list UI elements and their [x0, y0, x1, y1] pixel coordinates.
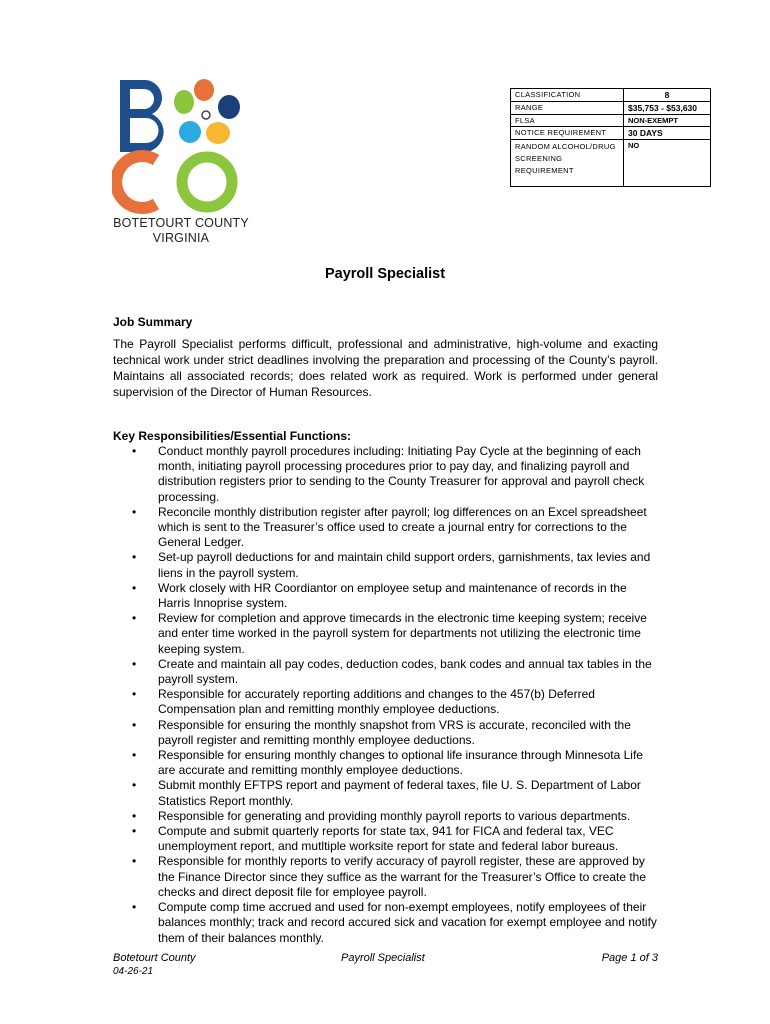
- footer-date: 04-26-21: [113, 966, 154, 977]
- logo-caption-line1: BOTETOURT COUNTY: [113, 216, 249, 230]
- list-item: • Responsible for monthly reports to verify accuracy of payroll register, these are approved by the Finance Director since they suffice as the warrant for the Treasurer’s Office to create the checks and direct deposit file for employee payroll.: [113, 854, 658, 900]
- logo-letter-o: [182, 157, 232, 207]
- list-item: • Compute comp time accrued and used for non-exempt employees, notify employees of their balances monthly; track and record accured sick and vacation for exempt employee and notify them of their balances monthly.: [113, 900, 658, 946]
- classification-value: 8: [624, 89, 711, 102]
- table-row: [511, 115, 711, 127]
- classification-label: CLASSIFICATION: [511, 89, 624, 102]
- job-summary-text: The Payroll Specialist performs difficult, professional and administrative, high-volume and exacting technical work under strict deadlines involving the preparation and processing of the County’s payroll. Maintains all associated records; does related work as required. Work is performed under general supervision of the Director of Human Resources.: [113, 337, 658, 399]
- footer-organization: Botetourt County: [113, 952, 196, 964]
- notice-value: 30 DAYS: [624, 127, 711, 140]
- logo-letter-c: [116, 156, 156, 208]
- logo-petal-green: [174, 90, 194, 114]
- flsa-value: NON-EXEMPT: [624, 115, 711, 127]
- list-item: • Reconcile monthly distribution register after payroll; log differences on an Excel spreadsheet which is sent to the Treasurer’s office used to create a journal entry for corrections to the General Ledger.: [113, 505, 658, 551]
- list-item: • Work closely with HR Coordiantor on employee setup and maintenance of records in the Harris Innoprise system.: [113, 581, 658, 611]
- logo-petal-orange: [194, 79, 214, 101]
- footer-page-number: Page 1 of 3: [601, 952, 658, 964]
- page-title: Payroll Specialist: [324, 266, 446, 282]
- footer-title: Payroll Specialist: [341, 952, 425, 964]
- table-row: [511, 140, 711, 187]
- range-value: $35,753 - $53,630: [624, 102, 711, 115]
- list-item: • Conduct monthly payroll procedures including: Initiating Pay Cycle at the beginning of each month, initiating payroll processing procedures prior to pay day, and finalizing payroll and distribution registers prior to sending to the County Treasurer for approval and payroll check processing.: [113, 444, 658, 505]
- list-item: • Responsible for ensuring the monthly snapshot from VRS is accurate, reconciled with the payroll register and remitting monthly employee deductions.: [113, 718, 658, 748]
- range-label: RANGE: [511, 102, 624, 115]
- table-row: [511, 127, 711, 140]
- screening-label: RANDOM ALCOHOL/DRUG SCREENING REQUIREMENT: [511, 140, 624, 187]
- flsa-label: FLSA: [511, 115, 624, 127]
- logo-letter-b: [120, 80, 164, 152]
- list-item: • Submit monthly EFTPS report and payment of federal taxes, file U. S. Department of Labor Statistics Report monthly.: [113, 778, 658, 808]
- list-item: • Set-up payroll deductions for and maintain child support orders, garnishments, tax levies and liens in the payroll system.: [113, 550, 658, 580]
- logo-petal-lightblue: [179, 121, 201, 143]
- responsibilities-list: [113, 444, 658, 946]
- list-item: • Review for completion and approve timecards in the electronic time keeping system; receive and enter time worked in the payroll system for departments not utilizing the electronic time keeping system.: [113, 611, 658, 657]
- classification-table: [510, 88, 711, 187]
- logo-center: [202, 111, 210, 119]
- notice-label: NOTICE REQUIREMENT: [511, 127, 624, 140]
- list-item: • Responsible for generating and providing monthly payroll reports to various departments.: [113, 809, 658, 824]
- screening-value: NO: [624, 140, 711, 187]
- responsibilities-heading: Key Responsibilities/Essential Functions:: [113, 429, 352, 443]
- logo-petal-yellow: [206, 122, 230, 144]
- list-item: • Responsible for ensuring monthly changes to optional life insurance through Minnesota Life are accurate and remitting monthly employee deductions.: [113, 748, 658, 778]
- logo-caption: [112, 216, 250, 246]
- list-item: • Compute and submit quarterly reports for state tax, 941 for FICA and federal tax, VEC unemployment report, and mutltiple worksite report for state and federal labor bureaus.: [113, 824, 658, 854]
- table-row: [511, 89, 711, 102]
- logo-petal-darkblue: [218, 95, 240, 119]
- list-item: • Responsible for accurately reporting additions and changes to the 457(b) Deferred Compensation plan and remitting monthly employee deductions.: [113, 687, 658, 717]
- list-item: • Create and maintain all pay codes, deduction codes, bank codes and annual tax tables in the payroll system.: [113, 657, 658, 687]
- logo-caption-line2: VIRGINIA: [152, 231, 210, 245]
- job-summary-heading: Job Summary: [113, 315, 193, 329]
- table-row: [511, 102, 711, 115]
